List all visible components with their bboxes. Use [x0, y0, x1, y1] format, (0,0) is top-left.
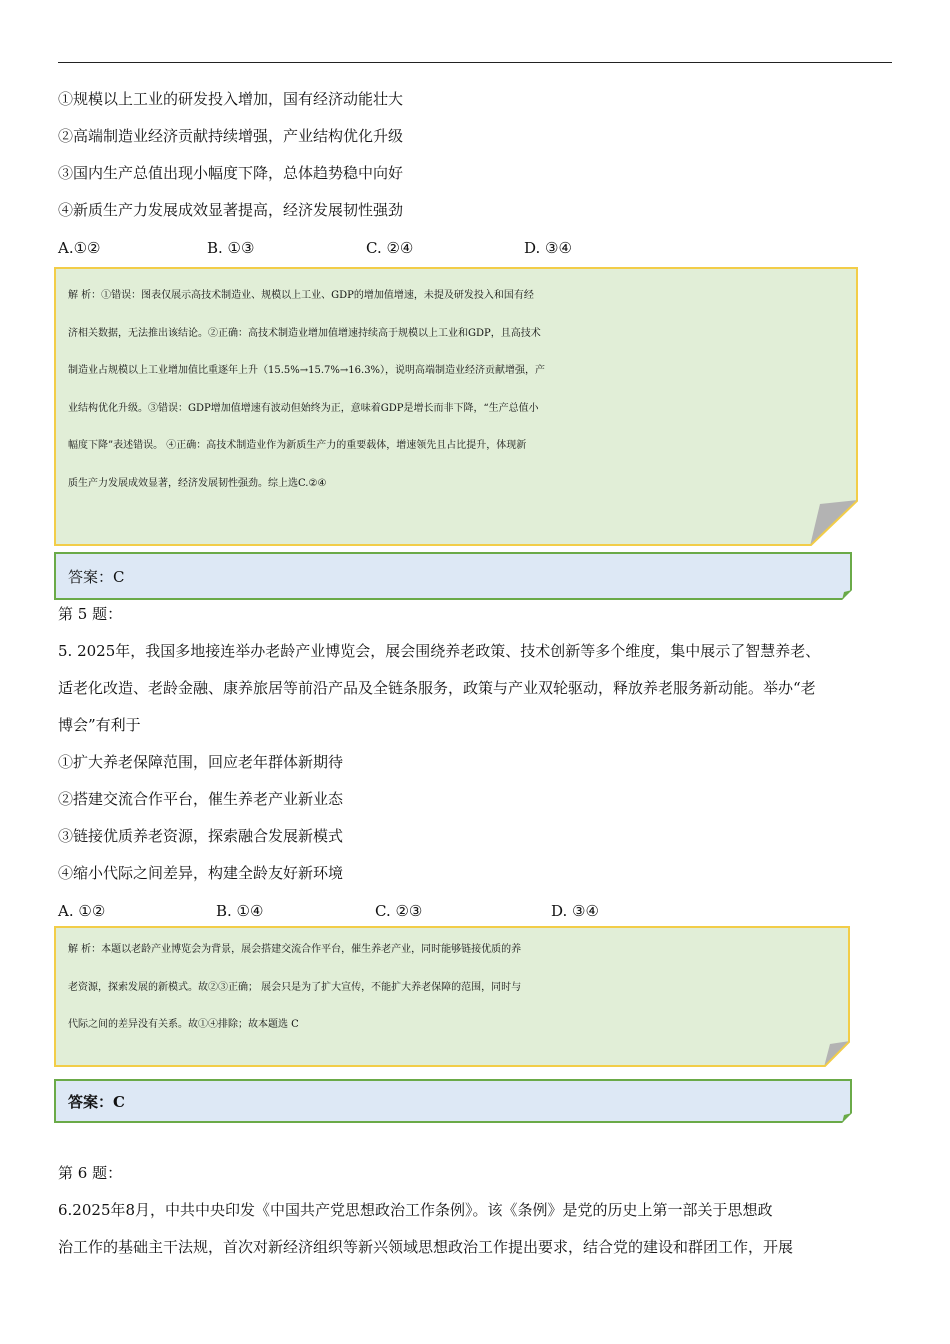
q5-stem-line: 博会”有利于 — [58, 716, 141, 734]
q5-stem-line: 5. 2025年，我国多地接连举办老龄产业博览会，展会围绕养老政策、技术创新等多个维度，集中展示了智慧养老、 — [58, 642, 821, 660]
q4-analysis-line: 制造业占规模以上工业增加值比重逐年上升（15.5%→15.7%→16.3%），说明高端制造业经济贡献增强，产 — [68, 365, 546, 376]
page-curl-icon — [810, 500, 858, 546]
q5-option-b: B. ①④ — [216, 902, 264, 920]
q5-option-d: D. ③④ — [551, 902, 599, 920]
q4-item-4: ④新质生产力发展成效显著提高，经济发展韧性强劲 — [58, 201, 404, 219]
q4-answer-box — [54, 552, 852, 600]
q4-analysis-line: 幅度下降”表述错误。 ④正确：高技术制造业作为新质生产力的重要载体，增速领先且占比提升，体现新 — [68, 440, 527, 451]
q5-item-4: ④缩小代际之间差异，构建全龄友好新环境 — [58, 864, 344, 882]
fold-corner-icon — [842, 590, 852, 600]
q5-option-a: A. ①② — [58, 902, 106, 920]
q4-option-a: A.①② — [58, 239, 101, 257]
q5-analysis-line: 解 析：本题以老龄产业博览会为背景，展会搭建交流合作平台，催生养老产业，同时能够链接优质的养 — [68, 944, 522, 955]
q5-option-c: C. ②③ — [375, 902, 423, 920]
q5-heading: 第 5 题： — [58, 605, 123, 623]
page-curl-icon — [824, 1041, 850, 1067]
q4-answer-text: 答案：C — [68, 567, 125, 586]
q5-item-2: ②搭建交流合作平台，催生养老产业新业态 — [58, 790, 344, 808]
fold-corner-icon — [842, 1113, 852, 1123]
q4-item-1: ①规模以上工业的研发投入增加，国有经济动能壮大 — [58, 90, 404, 108]
q6-stem-line: 治工作的基础主干法规，首次对新经济组织等新兴领域思想政治工作提出要求，结合党的建设和群团工作，开展 — [58, 1238, 794, 1256]
q5-analysis-box — [54, 926, 850, 1067]
q4-analysis-line: 济相关数据，无法推出该结论。②正确：高技术制造业增加值增速持续高于规模以上工业和GDP，且高技术 — [68, 327, 541, 339]
q4-option-d: D. ③④ — [524, 239, 572, 257]
q5-answer-box — [54, 1079, 852, 1123]
q4-analysis-line: 业结构优化升级。③错误：GDP增加值增速有波动但始终为正，意味着GDP是增长而非下降，“生产总值小 — [68, 402, 539, 414]
header-rule — [58, 62, 892, 63]
q5-answer-text: 答案：C — [68, 1092, 125, 1111]
q4-analysis-text — [68, 277, 848, 502]
q5-analysis-text — [68, 931, 840, 1044]
q4-analysis-box — [54, 267, 858, 546]
q5-stem-line: 适老化改造、老龄金融、康养旅居等前沿产品及全链条服务，政策与产业双轮驱动，释放养老服务新动能。举办“老 — [58, 679, 816, 697]
q5-item-1: ①扩大养老保障范围，回应老年群体新期待 — [58, 753, 344, 771]
q4-analysis-line: 解 析：①错误：图表仅展示高技术制造业、规模以上工业、GDP的增加值增速，未提及研发投入和国有经 — [68, 290, 534, 301]
q4-option-c: C. ②④ — [366, 239, 414, 257]
q4-item-2: ②高端制造业经济贡献持续增强，产业结构优化升级 — [58, 127, 404, 145]
q4-analysis-line: 质生产力发展成效显著，经济发展韧性强劲。综上选C.②④ — [68, 477, 327, 489]
q4-option-b: B. ①③ — [207, 239, 255, 257]
q5-item-3: ③链接优质养老资源，探索融合发展新模式 — [58, 827, 344, 845]
q5-analysis-line: 代际之间的差异没有关系。故①④排除；故本题选 C — [68, 1019, 299, 1030]
q4-item-3: ③国内生产总值出现小幅度下降，总体趋势稳中向好 — [58, 164, 404, 182]
q6-stem-line: 6.2025年8月，中共中央印发《中国共产党思想政治工作条例》。该《条例》是党的历史上第一部关于思想政 — [58, 1201, 773, 1219]
q5-analysis-line: 老资源，探索发展的新模式。故②③正确； 展会只是为了扩大宣传，不能扩大养老保障的范围，同时与 — [68, 981, 522, 993]
q6-heading: 第 6 题： — [58, 1164, 123, 1182]
